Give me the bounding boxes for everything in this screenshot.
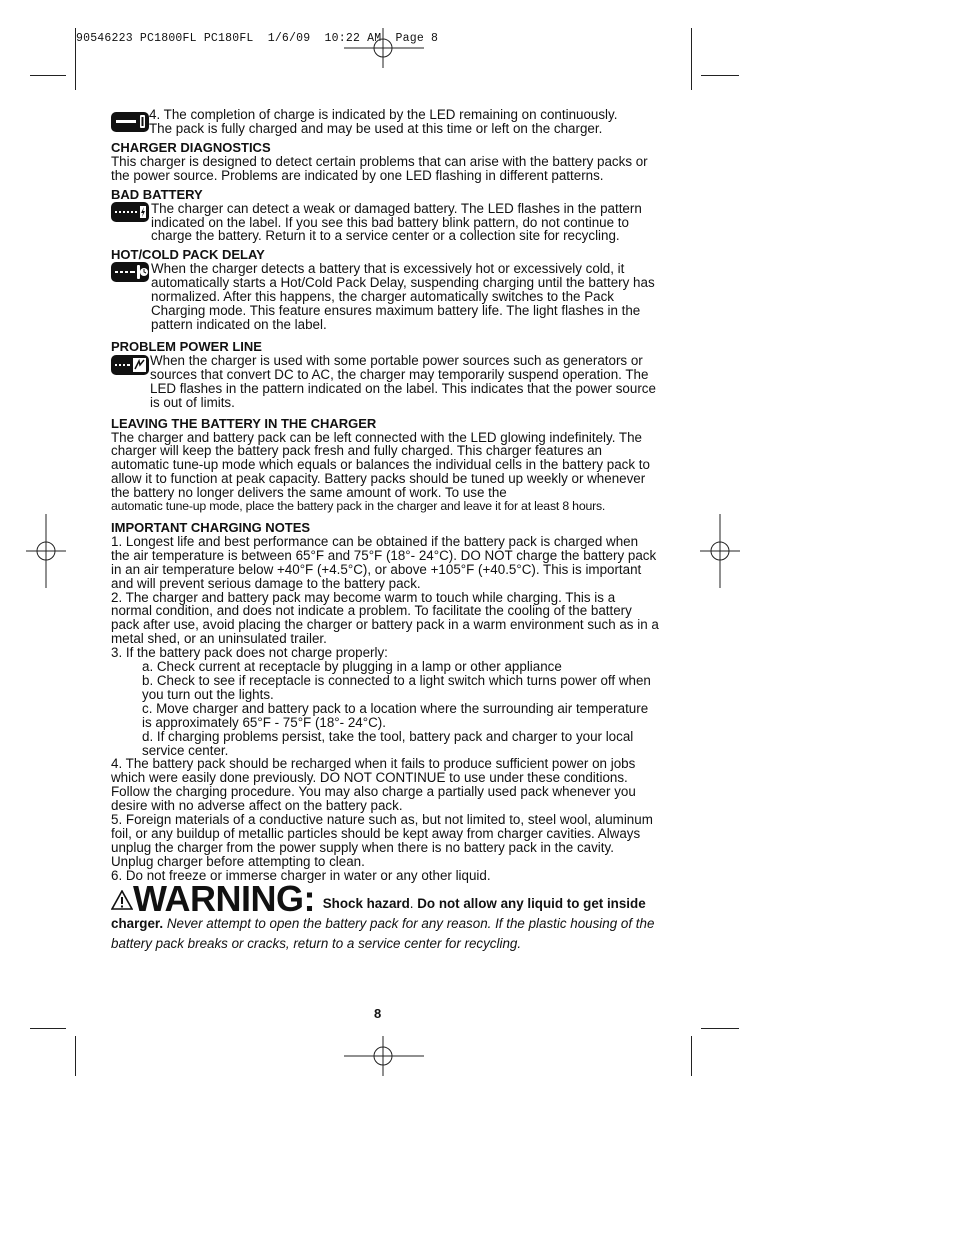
crop-mark — [75, 1036, 76, 1076]
print-slug: 90546223 PC1800FL PC180FL 1/6/09 10:22 AM Page 8 — [76, 32, 439, 45]
leaving-text: The charger and battery pack can be left connected with the LED glowing indefinitely. The charger will keep the battery pack fresh and fully charged. This charger features an automatic tune-up mode which equals or balances the individual cells in the battery pack to allow it to function at peak capacity. Battery packs should be tuned up weekly or whenever the battery no longer delivers the same amount of work. To use the — [111, 429, 650, 501]
led-bad-battery-icon — [111, 202, 149, 222]
diagnostics-text: This charger is designed to detect certain problems that can arise with the battery packs or the power source. Problems are indicated by one LED flashing in different patterns. — [111, 153, 648, 183]
warning-triangle-icon — [111, 890, 133, 910]
step4-line2: The pack is fully charged and may be used at this time or left on the charger. — [149, 120, 603, 136]
registration-mark-icon — [344, 1036, 424, 1076]
note-5: 5. Foreign materials of a conductive nature such as, but not limited to, steel wool, aluminum foil, or any buildup of metallic particles should be kept away from charger cavities. Always unplug the charger from the power supply when there is no battery pack in the cavity. Unplug charger before attempting to clean. — [111, 812, 653, 869]
crop-mark — [30, 75, 66, 76]
warning-hazard: Shock hazard — [322, 895, 410, 911]
notes-heading: IMPORTANT CHARGING NOTES — [111, 519, 311, 535]
note-3a: a. Check current at receptacle by plugging in a lamp or other appliance — [142, 659, 562, 675]
registration-mark-icon — [26, 514, 66, 588]
power-line-text: When the charger is used with some portable power sources such as generators or sources that convert DC to AC, the charger may temporarily suspend operation. The LED flashes in the pattern indicated on the label. This indicates that the power source is out of limits. — [150, 352, 656, 410]
note-4: 4. The battery pack should be recharged when it fails to produce sufficient power on jobs which were easily done previously. DO NOT CONTINUE to use under these conditions. Follow the charging procedure. You may also charge a partially used pack whenever you desire with no adverse affect on the battery pack. — [111, 756, 636, 814]
note-3c: c. Move charger and battery pack to a location where the surrounding air temperature is approximately 65°F - 75°F (18°- 24°C). — [142, 700, 649, 730]
power-line-row — [111, 354, 659, 410]
registration-mark-icon — [700, 514, 740, 588]
crop-mark — [691, 1036, 692, 1076]
leaving-heading: LEAVING THE BATTERY IN THE CHARGER — [111, 415, 377, 431]
warning-period: . — [409, 895, 414, 911]
note-6: 6. Do not freeze or immerse charger in water or any other liquid. — [111, 867, 491, 883]
note-1: 1. Longest life and best performance can be obtained if the battery pack is charged when the air temperature is between 65°F and 75°F (18°- 24°C). DO NOT charge the battery pack in an air temperature below +40°F (+4.5°C), or above +105°F (+40.5°C). This is important and will prevent serious damage to the battery pack. — [111, 533, 657, 591]
leaving-text-small: automatic tune-up mode, place the battery pack in the charger and leave it for at least 8 hours. — [111, 499, 606, 514]
hot-cold-row — [111, 262, 659, 332]
note-2: 2. The charger and battery pack may become warm to touch while charging. This is a normal condition, and does not indicate a problem. To facilitate the cooling of the battery pack after use, avoid placing the charger or battery pack in a warm environment such as in a metal shed, or an uninsulated trailer. — [111, 589, 659, 647]
crop-mark — [30, 1028, 66, 1029]
bad-battery-heading: BAD BATTERY — [111, 186, 203, 202]
page-content — [111, 108, 659, 954]
note-3b: b. Check to see if receptacle is connected to a light switch which turns power off when you turn out the lights. — [142, 673, 651, 702]
note-3d: d. If charging problems persist, take the tool, battery pack and charger to your local service center. — [142, 728, 634, 758]
page-number: 8 — [374, 1006, 382, 1021]
warning-word: WARNING: — [133, 877, 315, 919]
crop-mark — [701, 1028, 739, 1029]
crop-mark — [691, 28, 692, 90]
bad-battery-row — [111, 202, 659, 244]
led-hot-cold-icon — [111, 262, 149, 282]
warning-bold-rest: Do not allow any liquid to get inside charger. — [111, 895, 646, 931]
crop-mark — [75, 28, 76, 90]
bad-battery-text: The charger can detect a weak or damaged battery. The LED flashes in the pattern indicated on the label. If you see this bad battery blink pattern, do not continue to charge the battery. Return it to a service center or a collection site for recycling. — [151, 200, 642, 244]
registration-mark-icon — [344, 28, 424, 68]
hot-cold-text: When the charger detects a battery that is excessively hot or excessively cold, it automatically starts a Hot/Cold Pack Delay, suspending charging until the battery has normalized. After this happens, the charger automatically switches to the Pack Charging mode. This feature ensures maximum battery life. The light flashes in the pattern indicated on the label. — [151, 261, 655, 332]
hot-cold-heading: HOT/COLD PACK DELAY — [111, 247, 265, 263]
power-line-heading: PROBLEM POWER LINE — [111, 338, 262, 354]
full-charge-row — [111, 108, 659, 136]
diagnostics-heading: CHARGER DIAGNOSTICS — [111, 139, 271, 155]
step4-line1: 4. The completion of charge is indicated by the LED remaining on continuously. — [149, 107, 618, 122]
led-power-line-icon — [111, 355, 149, 375]
crop-mark — [701, 75, 739, 76]
warning-italic: Never attempt to open the battery pack for any reason. If the plastic housing of the battery pack breaks or cracks, return to a service center for recycling. — [111, 915, 655, 951]
warning-block — [111, 877, 659, 954]
note-3: 3. If the battery pack does not charge properly: — [111, 645, 388, 661]
led-solid-icon — [111, 112, 149, 132]
